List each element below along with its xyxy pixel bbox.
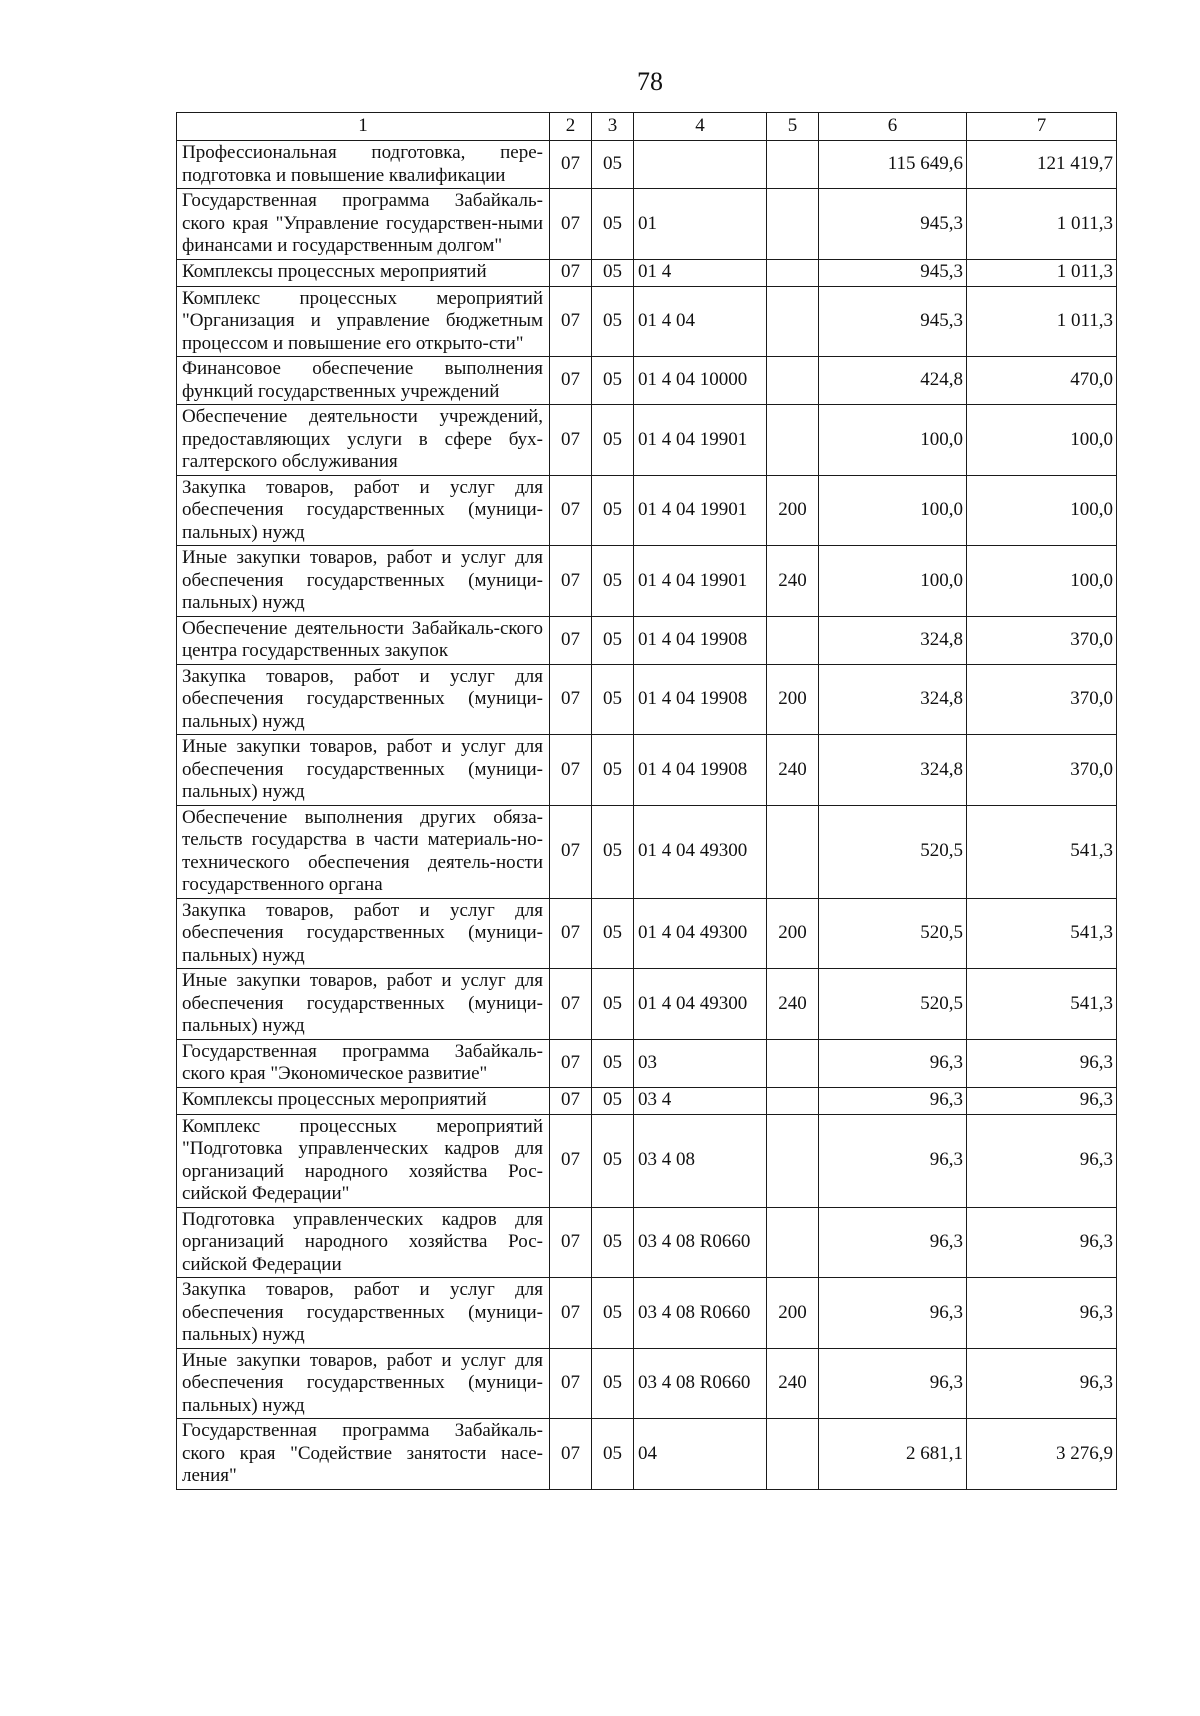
amount-year1-cell: 324,8 — [819, 735, 967, 806]
amount-year2-cell: 100,0 — [967, 546, 1117, 617]
table-row — [177, 1207, 1117, 1278]
expense-type-cell — [767, 1087, 819, 1114]
amount-year2-cell: 541,3 — [967, 969, 1117, 1040]
subsection-code-cell: 05 — [592, 616, 634, 664]
amount-year1-cell: 424,8 — [819, 357, 967, 405]
amount-year2-cell: 100,0 — [967, 405, 1117, 476]
row-name-cell: Финансовое обеспечение выполнения функций государственных учреждений — [177, 357, 550, 405]
column-header: 5 — [767, 113, 819, 141]
row-name-cell: Профессиональная подготовка, пере-подготовка и повышение квалификации — [177, 141, 550, 189]
table-row — [177, 1348, 1117, 1419]
amount-year2-cell: 96,3 — [967, 1207, 1117, 1278]
row-name-cell: Иные закупки товаров, работ и услуг для обеспечения государственных (муници-пальных) нужд — [177, 969, 550, 1040]
table-row — [177, 735, 1117, 806]
expense-type-cell: 200 — [767, 898, 819, 969]
table-row — [177, 405, 1117, 476]
section-code-cell: 07 — [550, 1087, 592, 1114]
amount-year1-cell: 2 681,1 — [819, 1419, 967, 1490]
table-row — [177, 969, 1117, 1040]
amount-year2-cell: 96,3 — [967, 1039, 1117, 1087]
table-header-row — [177, 113, 1117, 141]
amount-year2-cell: 96,3 — [967, 1348, 1117, 1419]
row-name-cell: Комплексы процессных мероприятий — [177, 259, 550, 286]
amount-year1-cell: 96,3 — [819, 1348, 967, 1419]
row-name-cell: Иные закупки товаров, работ и услуг для обеспечения государственных (муници-пальных) нужд — [177, 546, 550, 617]
expense-type-cell — [767, 1419, 819, 1490]
amount-year1-cell: 520,5 — [819, 805, 967, 898]
expense-type-cell: 200 — [767, 664, 819, 735]
subsection-code-cell: 05 — [592, 735, 634, 806]
section-code-cell: 07 — [550, 969, 592, 1040]
row-name-cell: Государственная программа Забайкаль-ского края "Экономическое развитие" — [177, 1039, 550, 1087]
amount-year1-cell: 520,5 — [819, 898, 967, 969]
target-article-cell: 01 4 04 19908 — [634, 616, 767, 664]
target-article-cell: 01 — [634, 189, 767, 260]
section-code-cell: 07 — [550, 1207, 592, 1278]
table-row — [177, 1114, 1117, 1207]
amount-year1-cell: 945,3 — [819, 286, 967, 357]
row-name-cell: Обеспечение выполнения других обяза-тельств государства в части материаль-но-технического обеспечения деятель-ности государственного органа — [177, 805, 550, 898]
row-name-cell: Закупка товаров, работ и услуг для обеспечения государственных (муници-пальных) нужд — [177, 898, 550, 969]
target-article-cell: 01 4 04 19901 — [634, 405, 767, 476]
subsection-code-cell: 05 — [592, 1039, 634, 1087]
amount-year1-cell: 100,0 — [819, 475, 967, 546]
section-code-cell: 07 — [550, 546, 592, 617]
expense-type-cell: 240 — [767, 969, 819, 1040]
page-number: 78 — [637, 67, 663, 96]
budget-table — [176, 112, 1117, 1490]
section-code-cell: 07 — [550, 898, 592, 969]
row-name-cell: Обеспечение деятельности Забайкаль-ского центра государственных закупок — [177, 616, 550, 664]
expense-type-cell: 240 — [767, 735, 819, 806]
section-code-cell: 07 — [550, 189, 592, 260]
section-code-cell: 07 — [550, 259, 592, 286]
section-code-cell: 07 — [550, 1348, 592, 1419]
target-article-cell: 03 4 08 R0660 — [634, 1278, 767, 1349]
row-name-cell: Закупка товаров, работ и услуг для обеспечения государственных (муници-пальных) нужд — [177, 475, 550, 546]
table-row — [177, 1087, 1117, 1114]
expense-type-cell: 200 — [767, 475, 819, 546]
subsection-code-cell: 05 — [592, 1114, 634, 1207]
amount-year2-cell: 370,0 — [967, 616, 1117, 664]
section-code-cell: 07 — [550, 405, 592, 476]
amount-year1-cell: 96,3 — [819, 1114, 967, 1207]
expense-type-cell — [767, 1207, 819, 1278]
section-code-cell: 07 — [550, 286, 592, 357]
target-article-cell: 03 4 08 R0660 — [634, 1207, 767, 1278]
expense-type-cell — [767, 286, 819, 357]
amount-year2-cell: 541,3 — [967, 805, 1117, 898]
amount-year2-cell: 96,3 — [967, 1114, 1117, 1207]
expense-type-cell — [767, 259, 819, 286]
table-row — [177, 141, 1117, 189]
amount-year2-cell: 1 011,3 — [967, 189, 1117, 260]
subsection-code-cell: 05 — [592, 259, 634, 286]
table-row — [177, 616, 1117, 664]
table-row — [177, 898, 1117, 969]
amount-year1-cell: 96,3 — [819, 1087, 967, 1114]
table-row — [177, 286, 1117, 357]
expense-type-cell — [767, 357, 819, 405]
amount-year1-cell: 945,3 — [819, 189, 967, 260]
amount-year2-cell: 121 419,7 — [967, 141, 1117, 189]
section-code-cell: 07 — [550, 141, 592, 189]
amount-year1-cell: 520,5 — [819, 969, 967, 1040]
amount-year1-cell: 96,3 — [819, 1278, 967, 1349]
subsection-code-cell: 05 — [592, 286, 634, 357]
section-code-cell: 07 — [550, 735, 592, 806]
target-article-cell: 03 4 08 — [634, 1114, 767, 1207]
amount-year2-cell: 1 011,3 — [967, 259, 1117, 286]
table-row — [177, 1039, 1117, 1087]
table-row — [177, 546, 1117, 617]
subsection-code-cell: 05 — [592, 805, 634, 898]
expense-type-cell — [767, 1114, 819, 1207]
table-row — [177, 664, 1117, 735]
row-name-cell: Комплексы процессных мероприятий — [177, 1087, 550, 1114]
amount-year2-cell: 96,3 — [967, 1278, 1117, 1349]
table-row — [177, 805, 1117, 898]
expense-type-cell — [767, 405, 819, 476]
target-article-cell: 03 4 08 R0660 — [634, 1348, 767, 1419]
target-article-cell: 04 — [634, 1419, 767, 1490]
subsection-code-cell: 05 — [592, 1348, 634, 1419]
target-article-cell — [634, 141, 767, 189]
expense-type-cell: 240 — [767, 1348, 819, 1419]
amount-year1-cell: 96,3 — [819, 1207, 967, 1278]
subsection-code-cell: 05 — [592, 1207, 634, 1278]
amount-year2-cell: 370,0 — [967, 664, 1117, 735]
section-code-cell: 07 — [550, 664, 592, 735]
table-row — [177, 475, 1117, 546]
target-article-cell: 01 4 04 10000 — [634, 357, 767, 405]
column-header: 2 — [550, 113, 592, 141]
subsection-code-cell: 05 — [592, 898, 634, 969]
target-article-cell: 01 4 04 19901 — [634, 546, 767, 617]
subsection-code-cell: 05 — [592, 357, 634, 405]
section-code-cell: 07 — [550, 1114, 592, 1207]
row-name-cell: Государственная программа Забайкаль-ского края "Управление государствен-ными финансами и государственным долгом" — [177, 189, 550, 260]
amount-year1-cell: 945,3 — [819, 259, 967, 286]
row-name-cell: Иные закупки товаров, работ и услуг для обеспечения государственных (муници-пальных) нужд — [177, 735, 550, 806]
row-name-cell: Государственная программа Забайкаль-ского края "Содействие занятости насе-ления" — [177, 1419, 550, 1490]
subsection-code-cell: 05 — [592, 546, 634, 617]
target-article-cell: 01 4 — [634, 259, 767, 286]
row-name-cell: Закупка товаров, работ и услуг для обеспечения государственных (муници-пальных) нужд — [177, 664, 550, 735]
target-article-cell: 03 4 — [634, 1087, 767, 1114]
section-code-cell: 07 — [550, 1419, 592, 1490]
expense-type-cell — [767, 1039, 819, 1087]
subsection-code-cell: 05 — [592, 664, 634, 735]
subsection-code-cell: 05 — [592, 1278, 634, 1349]
column-header: 4 — [634, 113, 767, 141]
subsection-code-cell: 05 — [592, 969, 634, 1040]
target-article-cell: 01 4 04 — [634, 286, 767, 357]
table-row — [177, 189, 1117, 260]
row-name-cell: Комплекс процессных мероприятий "Организация и управление бюджетным процессом и повышение его открыто-сти" — [177, 286, 550, 357]
subsection-code-cell: 05 — [592, 141, 634, 189]
amount-year2-cell: 1 011,3 — [967, 286, 1117, 357]
amount-year2-cell: 96,3 — [967, 1087, 1117, 1114]
table-row — [177, 259, 1117, 286]
row-name-cell: Комплекс процессных мероприятий "Подготовка управленческих кадров для организаций народного хозяйства Рос-сийской Федерации" — [177, 1114, 550, 1207]
target-article-cell: 01 4 04 49300 — [634, 969, 767, 1040]
section-code-cell: 07 — [550, 805, 592, 898]
amount-year2-cell: 470,0 — [967, 357, 1117, 405]
expense-type-cell: 240 — [767, 546, 819, 617]
target-article-cell: 01 4 04 19908 — [634, 735, 767, 806]
table-row — [177, 1419, 1117, 1490]
column-header: 7 — [967, 113, 1117, 141]
column-header: 1 — [177, 113, 550, 141]
target-article-cell: 01 4 04 49300 — [634, 805, 767, 898]
row-name-cell: Закупка товаров, работ и услуг для обеспечения государственных (муници-пальных) нужд — [177, 1278, 550, 1349]
expense-type-cell: 200 — [767, 1278, 819, 1349]
amount-year1-cell: 324,8 — [819, 664, 967, 735]
row-name-cell: Иные закупки товаров, работ и услуг для обеспечения государственных (муници-пальных) нужд — [177, 1348, 550, 1419]
subsection-code-cell: 05 — [592, 189, 634, 260]
section-code-cell: 07 — [550, 616, 592, 664]
expense-type-cell — [767, 616, 819, 664]
amount-year1-cell: 96,3 — [819, 1039, 967, 1087]
amount-year1-cell: 100,0 — [819, 546, 967, 617]
amount-year2-cell: 370,0 — [967, 735, 1117, 806]
target-article-cell: 01 4 04 19908 — [634, 664, 767, 735]
table-row — [177, 1278, 1117, 1349]
target-article-cell: 01 4 04 19901 — [634, 475, 767, 546]
amount-year2-cell: 100,0 — [967, 475, 1117, 546]
amount-year1-cell: 115 649,6 — [819, 141, 967, 189]
section-code-cell: 07 — [550, 357, 592, 405]
amount-year1-cell: 100,0 — [819, 405, 967, 476]
subsection-code-cell: 05 — [592, 405, 634, 476]
column-header: 3 — [592, 113, 634, 141]
subsection-code-cell: 05 — [592, 475, 634, 546]
target-article-cell: 01 4 04 49300 — [634, 898, 767, 969]
expense-type-cell — [767, 189, 819, 260]
table-row — [177, 357, 1117, 405]
amount-year2-cell: 3 276,9 — [967, 1419, 1117, 1490]
amount-year2-cell: 541,3 — [967, 898, 1117, 969]
target-article-cell: 03 — [634, 1039, 767, 1087]
row-name-cell: Подготовка управленческих кадров для организаций народного хозяйства Рос-сийской Федерации — [177, 1207, 550, 1278]
amount-year1-cell: 324,8 — [819, 616, 967, 664]
section-code-cell: 07 — [550, 1039, 592, 1087]
row-name-cell: Обеспечение деятельности учреждений, предоставляющих услуги в сфере бух-галтерского обслуживания — [177, 405, 550, 476]
subsection-code-cell: 05 — [592, 1087, 634, 1114]
expense-type-cell — [767, 805, 819, 898]
expense-type-cell — [767, 141, 819, 189]
section-code-cell: 07 — [550, 475, 592, 546]
column-header: 6 — [819, 113, 967, 141]
subsection-code-cell: 05 — [592, 1419, 634, 1490]
section-code-cell: 07 — [550, 1278, 592, 1349]
